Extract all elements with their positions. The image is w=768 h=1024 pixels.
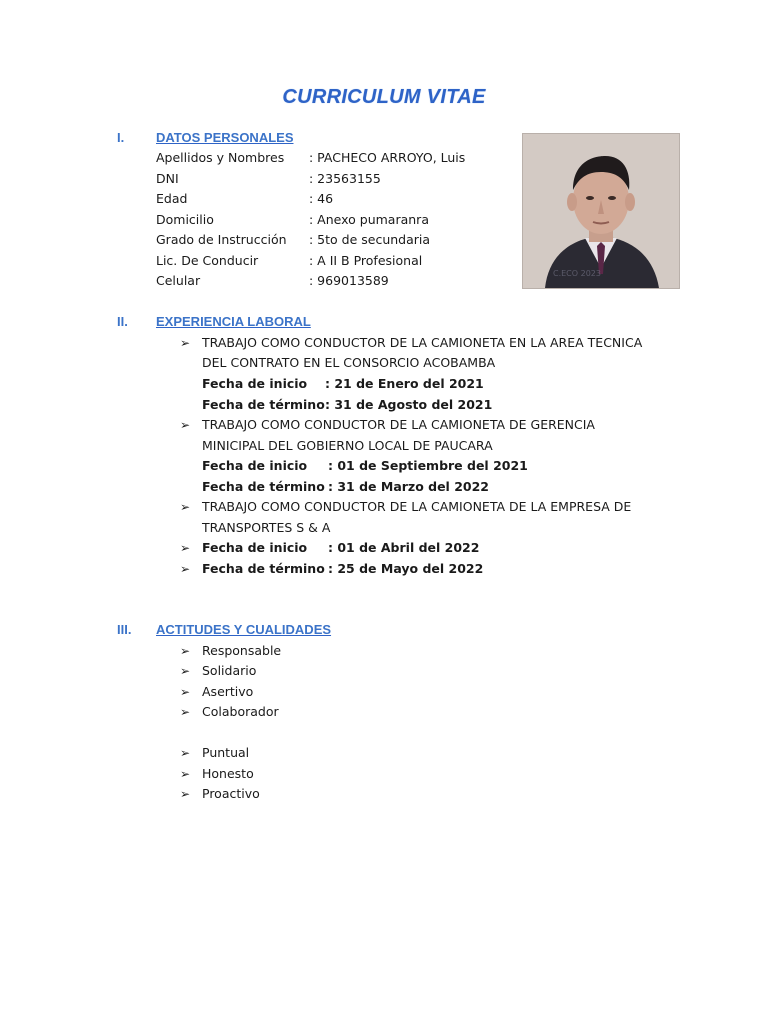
quality-item: Proactivo — [202, 786, 260, 801]
section-title-datos-personales: DATOS PERSONALES — [156, 130, 294, 145]
personal-value: : A II B Profesional — [309, 253, 423, 268]
personal-label: Grado de Instrucción — [156, 232, 287, 247]
personal-label: Edad — [156, 191, 188, 206]
quality-item: Honesto — [202, 766, 254, 781]
arrow-bullet-icon: ➢ — [180, 500, 191, 514]
section-title-experiencia-laboral: EXPERIENCIA LABORAL — [156, 314, 311, 329]
experience-line: TRABAJO COMO CONDUCTOR DE LA CAMIONETA DE GERENCIA — [202, 417, 595, 432]
section-number: I. — [117, 130, 125, 145]
start-date-value: : 01 de Septiembre del 2021 — [328, 458, 528, 473]
personal-label: Celular — [156, 273, 201, 288]
arrow-bullet-icon: ➢ — [180, 644, 191, 658]
experience-line: TRANSPORTES S & A — [202, 520, 331, 535]
experience-line: MINICIPAL DEL GOBIERNO LOCAL DE PAUCARA — [202, 438, 493, 453]
personal-value: : 969013589 — [309, 273, 389, 288]
person-portrait-icon — [523, 134, 679, 288]
end-date-label: Fecha de término — [202, 397, 325, 412]
personal-value: : 23563155 — [309, 171, 381, 186]
profile-photo — [522, 133, 680, 289]
section-title-actitudes-y-cualidades: ACTITUDES Y CUALIDADES — [156, 622, 332, 637]
arrow-bullet-icon: ➢ — [180, 787, 191, 801]
personal-label: Domicilio — [156, 212, 214, 227]
arrow-bullet-icon: ➢ — [180, 541, 191, 555]
quality-item: Puntual — [202, 745, 250, 760]
start-date-label: Fecha de inicio — [202, 540, 308, 555]
quality-item: Responsable — [202, 643, 282, 658]
personal-value: : 46 — [309, 191, 334, 206]
experience-line: DEL CONTRATO EN EL CONSORCIO ACOBAMBA — [202, 355, 496, 370]
end-date-value: : 25 de Mayo del 2022 — [328, 561, 484, 576]
arrow-bullet-icon: ➢ — [180, 418, 191, 432]
start-date-value: : 01 de Abril del 2022 — [328, 540, 480, 555]
end-date-value: : 31 de Agosto del 2021 — [325, 397, 493, 412]
section-number: III. — [117, 622, 132, 637]
arrow-bullet-icon: ➢ — [180, 705, 191, 719]
svg-text:C.ECO 2023: C.ECO 2023 — [553, 269, 601, 278]
personal-value: : PACHECO ARROYO, Luis — [309, 150, 466, 165]
arrow-bullet-icon: ➢ — [180, 746, 191, 760]
arrow-bullet-icon: ➢ — [180, 767, 191, 781]
quality-item: Solidario — [202, 663, 257, 678]
arrow-bullet-icon: ➢ — [180, 336, 191, 350]
start-date-label: Fecha de inicio — [202, 458, 308, 473]
start-date-value: : 21 de Enero del 2021 — [325, 376, 484, 391]
end-date-value: : 31 de Marzo del 2022 — [328, 479, 489, 494]
personal-value: : Anexo pumaranra — [309, 212, 429, 227]
start-date-label: Fecha de inicio — [202, 376, 308, 391]
page-title: CURRICULUM VITAE — [282, 86, 486, 108]
end-date-label: Fecha de término — [202, 561, 325, 576]
arrow-bullet-icon: ➢ — [180, 562, 191, 576]
quality-item: Colaborador — [202, 704, 279, 719]
quality-item: Asertivo — [202, 684, 254, 699]
personal-label: Apellidos y Nombres — [156, 150, 285, 165]
arrow-bullet-icon: ➢ — [180, 685, 191, 699]
end-date-label: Fecha de término — [202, 479, 325, 494]
experience-line: TRABAJO COMO CONDUCTOR DE LA CAMIONETA DE LA EMPRESA DE — [202, 499, 632, 514]
personal-label: DNI — [156, 171, 179, 186]
experience-line: TRABAJO COMO CONDUCTOR DE LA CAMIONETA EN LA AREA TECNICA — [202, 335, 643, 350]
personal-value: : 5to de secundaria — [309, 232, 431, 247]
section-number: II. — [117, 314, 128, 329]
personal-label: Lic. De Conducir — [156, 253, 259, 268]
arrow-bullet-icon: ➢ — [180, 664, 191, 678]
